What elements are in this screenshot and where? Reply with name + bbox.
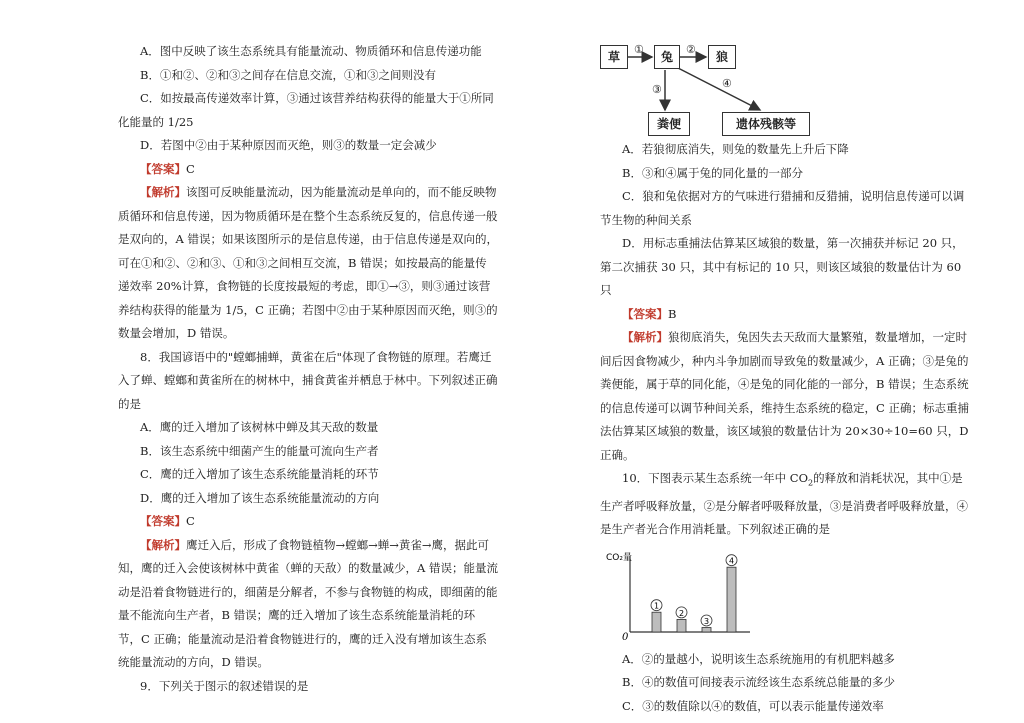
answer-value: B bbox=[668, 306, 677, 321]
chart-origin: 0 bbox=[622, 631, 629, 643]
explain-text: 该图可反映能量流动，因为能量流动是单向的，而不能反映物质循环和信息传递，因为物质循环是在整个生态系统反复的，信息传递一般是双向的，A 错误；如果该图所示的是信息传递，由于信息传递是双向的，可在①和②、②和③、①和③之间相互交流，B 错误；如按最高的能量传递效率 20%计算，食物链的长度按最短的考虑，即①→③，则③通过该营养结构获得的能量为 1/5，C 正确；若图中②由于某种原因而灭绝，则③的数量会增加，D 错误。 bbox=[118, 185, 498, 340]
grass-box: 草 bbox=[600, 45, 628, 69]
q10-option-c: C．③的数值除以④的数值，可以表示能量传递效率 bbox=[622, 698, 884, 713]
q8-explanation bbox=[118, 534, 498, 675]
bar-label-1: 1 bbox=[653, 601, 660, 611]
explain-label: 【解析】 bbox=[140, 185, 186, 199]
answer-label: 【答案】 bbox=[140, 161, 186, 176]
q9-explanation bbox=[600, 326, 970, 467]
q8-option-a: A．鹰的迁入增加了该树林中蝉及其天敌的数量 bbox=[140, 420, 379, 434]
q10-option-a: A．②的量越小，说明该生态系统施用的有机肥料越多 bbox=[622, 651, 895, 666]
arrow-label-3: ③ bbox=[652, 83, 662, 96]
explain-label: 【解析】 bbox=[140, 537, 186, 552]
answer-label: 【答案】 bbox=[622, 306, 668, 321]
arrow-label-2: ② bbox=[686, 43, 696, 56]
q7-option-a: A．图中反映了该生态系统具有能量流动、物质循环和信息传递功能 bbox=[140, 44, 482, 58]
q7-explanation bbox=[118, 181, 498, 346]
answer-value: C bbox=[186, 161, 195, 176]
co2-bar-chart bbox=[600, 548, 970, 644]
left-column bbox=[118, 40, 498, 698]
wolf-box: 狼 bbox=[708, 45, 736, 69]
bar-3 bbox=[702, 627, 711, 632]
bar-1 bbox=[652, 612, 661, 632]
food-chain-diagram bbox=[600, 44, 970, 134]
q9-stem: 9．下列关于图示的叙述错误的是 bbox=[140, 678, 309, 693]
q9-option-b: B．③和④属于兔的同化量的一部分 bbox=[622, 165, 803, 180]
feces-box: 粪便 bbox=[648, 112, 690, 136]
chart-y-label: CO₂量 bbox=[606, 552, 632, 563]
explain-text: 狼彻底消失，兔因失去天敌而大量繁殖，数量增加，一定时间后因食物减少，种内斗争加剧而导致兔的数量减少，A 正确；③是兔的粪便能，属于草的同化能，④是兔的同化能的一部分，B 错误；生态系统的信息传递可以调节种间关系，维持生态系统的稳定，C 正确；标志重捕法估算某区域狼的数量，该区域狼的数量估计为 20×30÷10=60 只，D 正确。 bbox=[600, 330, 969, 462]
rabbit-box: 兔 bbox=[654, 45, 680, 69]
answer-label: 【答案】 bbox=[140, 514, 186, 528]
explain-text: 鹰迁入后，形成了食物链植物→螳螂→蝉→黄雀→鹰，据此可知，鹰的迁入会使该树林中黄雀（蝉的天敌）的数量减少，A 错误；能量流动是沿着食物链进行的，细菌是分解者，不参与食物链的构成，即细菌的能量不能流向生产者，B 错误；鹰的迁入增加了该生态系统能量消耗的环节，C 正确；能量流动是沿着食物链进行的，鹰的迁入没有增加该生态系统能量流动的方向，D 错误。 bbox=[118, 537, 498, 669]
arrow-label-4: ④ bbox=[722, 77, 732, 90]
q8-option-d: D．鹰的迁入增加了该生态系统能量流动的方向 bbox=[140, 490, 380, 505]
q10-stem-a: 10．下图表示某生态系统一年中 CO bbox=[622, 471, 809, 485]
bar-4 bbox=[727, 567, 736, 632]
q9-option-a: A．若狼彻底消失，则兔的数量先上升后下降 bbox=[622, 142, 849, 156]
q9-option-d: D．用标志重捕法估算某区域狼的数量，第一次捕获并标记 20 只，第二次捕获 30 只，其中有标记的 10 只，则该区域狼的数量估计为 60 只 bbox=[600, 236, 964, 297]
q8-stem: 8．我国谚语中的"螳螂捕蝉，黄雀在后"体现了食物链的原理。若鹰迁入了蝉、螳螂和黄雀所在的树林中，捕食黄雀并栖息于林中。下列叙述正确的是 bbox=[118, 349, 498, 411]
remains-box: 遗体残骸等 bbox=[722, 112, 810, 136]
q7-option-c: C．如按最高传递效率计算，③通过该营养结构获得的能量大于①所同化能量的 1/25 bbox=[118, 91, 494, 129]
bar-label-4: 4 bbox=[728, 556, 735, 566]
q9-answer bbox=[600, 303, 970, 327]
bars-group bbox=[651, 554, 737, 631]
right-column bbox=[600, 40, 970, 718]
explain-label: 【解析】 bbox=[622, 330, 668, 344]
q8-option-b: B．该生态系统中细菌产生的能量可流向生产者 bbox=[140, 443, 379, 458]
bar-label-2: 2 bbox=[678, 608, 685, 618]
bar-2 bbox=[677, 619, 686, 632]
q7-answer bbox=[118, 158, 498, 182]
co2-subscript: 2 bbox=[808, 478, 814, 488]
q10-stem bbox=[600, 467, 970, 542]
bar-label-3: 3 bbox=[703, 616, 710, 626]
chart-svg bbox=[600, 548, 770, 644]
q8-answer bbox=[118, 510, 498, 534]
q10-option-b: B．④的数值可间接表示流经该生态系统总能量的多少 bbox=[622, 675, 895, 690]
q8-option-c: C．鹰的迁入增加了该生态系统能量消耗的环节 bbox=[140, 467, 379, 481]
arrow-label-1: ① bbox=[634, 43, 644, 56]
q10-stem-b: 的释放和消耗状况，其中①是生产者呼吸释放量，②是分解者呼吸释放量，③是消费者呼吸释放量，④是生产者光合作用消耗量。下列叙述正确的是 bbox=[600, 471, 968, 537]
q9-option-c: C．狼和兔依据对方的气味进行猎捕和反猎捕，说明信息传递可以调节生物的种间关系 bbox=[600, 189, 965, 227]
q7-option-b: B．①和②、②和③之间存在信息交流，①和③之间则没有 bbox=[140, 67, 436, 82]
q7-option-d: D．若图中②由于某种原因而灭绝，则③的数量一定会减少 bbox=[140, 138, 437, 152]
answer-value: C bbox=[186, 514, 195, 528]
